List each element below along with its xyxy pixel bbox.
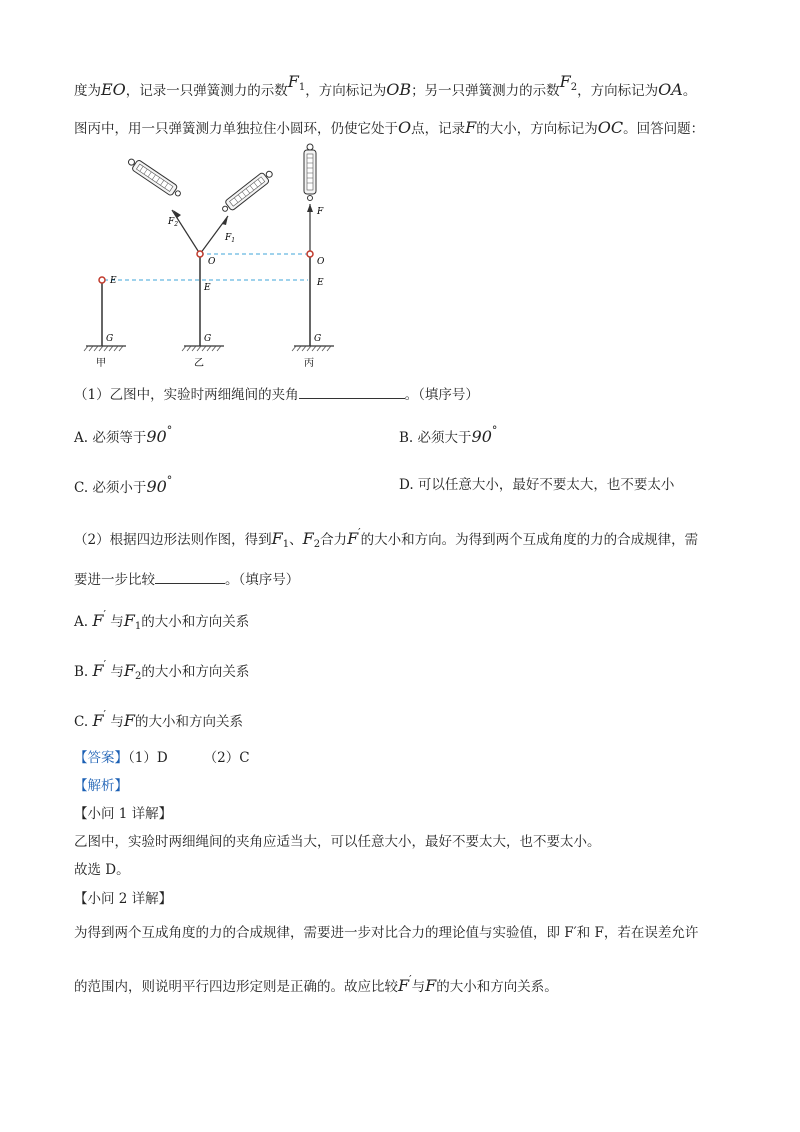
figure-jia [84, 276, 126, 369]
label-e-bing: E [317, 278, 324, 288]
text: 。 [682, 83, 697, 99]
figure-bing [292, 144, 334, 369]
text: ；另一只弹簧测力的示数 [411, 83, 560, 99]
detail2-text-1: 为得到两个互成角度的力的合成规律，需要进一步对比合力的理论值与实验值，即 F′和 F，若在误差允许 [74, 925, 699, 941]
detail1-tag: 【小问 1 详解】 [74, 806, 173, 822]
answer-tag: 【答案】 [74, 750, 128, 766]
math-f2: $F_2$ [559, 72, 578, 93]
label-e-yi: E [204, 283, 211, 293]
label-g-bing: G [314, 334, 322, 344]
label-g-jia: G [106, 334, 114, 344]
label-g-yi: G [204, 334, 212, 344]
label-f-bing: F [317, 207, 324, 217]
label-e-jia: E [110, 276, 117, 286]
q2-option-a: A. F′ 与$F_1$的大小和方向关系 [74, 608, 250, 632]
answer-line [74, 750, 250, 766]
math-eo: EO [101, 80, 126, 99]
text: 图丙中，用一只弹簧测力单独拉住小圆环，仍使它处于 [74, 121, 398, 137]
math-oc: OC [597, 118, 624, 137]
q1-option-b: B. 必须大于90° [399, 424, 498, 446]
intro-line-1 [74, 72, 696, 99]
label-f2: $F_2$ [168, 217, 179, 228]
text: 度为 [74, 83, 101, 99]
q1-option-d: D. 可以任意大小，最好不要太大，也不要太小 [399, 477, 675, 493]
text: ，方向标记为 [577, 83, 659, 99]
label-jia: 甲 [96, 358, 106, 369]
q1-option-a: A. 必须等于90° [74, 424, 173, 446]
analysis-tag-line [74, 778, 128, 794]
text: （1）乙图中，实验时两细绳间的夹角 [74, 387, 299, 403]
q1-stem [74, 386, 479, 403]
spring-gauge-bing [304, 144, 316, 201]
q2-stem-line-2: 要进一步比较 。（填序号） [74, 572, 300, 588]
answer-blank [299, 386, 405, 399]
label-f1: $F_1$ [225, 233, 236, 244]
spring-gauge-left [126, 155, 184, 199]
answer-blank [155, 571, 225, 584]
label-o-yi: O [208, 257, 216, 267]
label-bing: 丙 [304, 358, 314, 369]
text: 点，记录 [411, 121, 466, 137]
text: 。回答问题： [623, 121, 705, 137]
detail1-choice: 故选 D。 [74, 862, 130, 878]
label-o-bing: O [317, 257, 325, 267]
q2-option-c: C. F′ 与F的大小和方向关系 [74, 708, 243, 730]
text: 。（填序号） [404, 387, 479, 403]
detail1-text: 乙图中，实验时两细绳间的夹角应适当大，可以任意大小，最好不要太大，也不要太小。 [74, 834, 601, 850]
text: 的大小，方向标记为 [476, 121, 598, 137]
figure-yi [126, 155, 276, 369]
math-ob: OB [386, 80, 412, 99]
q2-option-b: B. F′ 与$F_2$的大小和方向关系 [74, 658, 250, 682]
spring-gauge-right [219, 168, 275, 215]
math-oa: OA [658, 80, 683, 99]
math-o: O [398, 118, 412, 137]
answer-1: （1）D [128, 750, 168, 766]
math-f: F [465, 118, 477, 137]
intro-line-2 [74, 118, 704, 137]
text: ，方向标记为 [305, 83, 387, 99]
detail2-tag: 【小问 2 详解】 [74, 891, 173, 907]
math-f1: $F_1$ [287, 72, 306, 93]
label-yi: 乙 [194, 358, 204, 369]
q2-stem-line-1: （2）根据四边形法则作图，得到$F_1$、$F_2$合力F′的大小和方向。为得到两个互成角度的力的合成规律，需 [74, 526, 699, 550]
detail2-text-2: 的范围内，则说明平行四边形定则是正确的。故应比较F′与F的大小和方向关系。 [74, 973, 558, 995]
q1-option-c: C. 必须小于90° [74, 474, 173, 496]
text: ，记录一只弹簧测力的示数 [125, 83, 288, 99]
answer-2: （2）C [203, 750, 250, 766]
experiment-figure [80, 140, 370, 375]
analysis-tag: 【解析】 [74, 778, 128, 794]
